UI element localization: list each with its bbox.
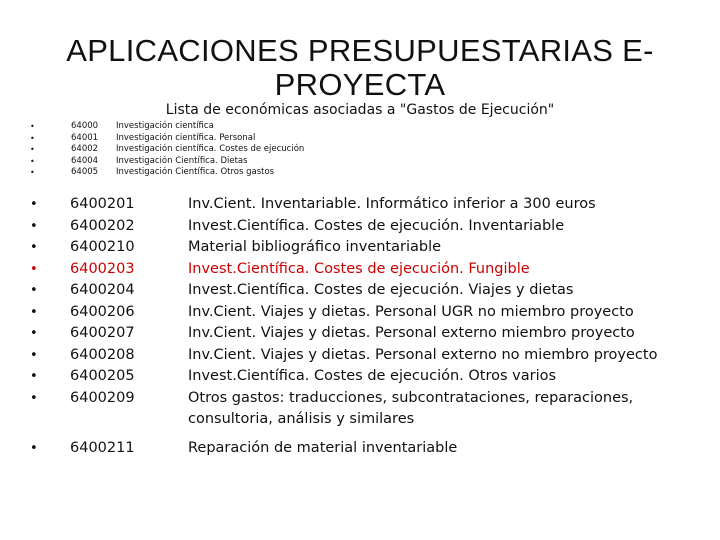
- code: 6400202: [70, 217, 135, 234]
- bullet: •: [30, 122, 35, 131]
- list-item: [30, 167, 630, 179]
- code: 6400208: [70, 346, 135, 363]
- description: Reparación de material inventariable: [188, 439, 458, 456]
- description: Investigación científica. Personal: [116, 132, 256, 143]
- expense-code-list: [30, 194, 710, 459]
- code: 6400205: [70, 368, 135, 384]
- code: 64005: [71, 167, 99, 178]
- description: Inv.Cient. Viajes y dietas. Personal UGR no miembro proyecto: [188, 303, 634, 320]
- description: Investigación Científica. Dietas: [116, 155, 248, 166]
- bullet: •: [30, 261, 38, 277]
- description: Otros gastos: traducciones, subcontrataciones, reparaciones, consultoria, análisis y similares: [188, 389, 634, 427]
- code: 6400203: [70, 260, 135, 277]
- bullet: •: [30, 326, 38, 341]
- bullet: •: [30, 369, 38, 384]
- code: 6400201: [70, 196, 135, 212]
- summary-code-list: [30, 121, 630, 179]
- list-item: [30, 345, 710, 367]
- description: Invest.Científica. Costes de ejecución. Viajes y dietas: [188, 282, 574, 298]
- bullet: •: [30, 145, 35, 155]
- description: Invest.Científica. Costes de ejecución. Fungible: [188, 260, 530, 277]
- description: Investigación científica. Costes de ejecución: [116, 144, 305, 155]
- bullet: •: [30, 156, 35, 166]
- code: 64001: [71, 132, 99, 143]
- code: 6400204: [70, 282, 135, 298]
- description: Invest.Científica. Costes de ejecución. Otros varios: [188, 368, 557, 384]
- bullet: •: [30, 304, 38, 320]
- description: Inv.Cient. Viajes y dietas. Personal externo miembro proyecto: [188, 325, 635, 341]
- description: Investigación científica: [116, 121, 214, 131]
- list-item: [30, 388, 710, 431]
- list-item: [30, 144, 630, 156]
- description: Inv.Cient. Inventariable. Informático inferior a 300 euros: [188, 196, 596, 212]
- bullet: •: [30, 440, 38, 456]
- list-item: [30, 323, 710, 345]
- list-item: [30, 366, 710, 388]
- page-title: APLICACIONES PRESUPUESTARIAS E-PROYECTA: [66, 33, 654, 102]
- list-item: [30, 302, 710, 324]
- code: 6400209: [70, 389, 135, 406]
- description: Invest.Científica. Costes de ejecución. Inventariable: [188, 217, 565, 234]
- list-item: [30, 216, 710, 238]
- description: Investigación Científica. Otros gastos: [116, 167, 275, 178]
- list-item: [30, 280, 710, 302]
- list-item: [30, 121, 630, 133]
- code: 64002: [71, 144, 99, 155]
- code: 6400211: [70, 439, 135, 456]
- code: 6400210: [70, 239, 135, 255]
- bullet: •: [30, 218, 38, 234]
- list-item: [30, 133, 630, 145]
- list-item: [30, 194, 710, 216]
- bullet: •: [30, 197, 38, 212]
- bullet: •: [30, 133, 35, 143]
- code: 64000: [71, 121, 99, 131]
- description: Inv.Cient. Viajes y dietas. Personal externo no miembro proyecto: [188, 346, 658, 363]
- bullet: •: [30, 347, 38, 363]
- bullet: •: [30, 240, 38, 255]
- spacer: [30, 431, 710, 438]
- bullet: •: [30, 283, 38, 298]
- bullet: •: [30, 390, 38, 406]
- code: 6400206: [70, 303, 135, 320]
- subtitle: Lista de económicas asociadas a "Gastos de Ejecución": [165, 102, 555, 118]
- code: 6400207: [70, 325, 135, 341]
- list-item: [30, 237, 710, 259]
- description: Material bibliográfico inventariable: [188, 239, 442, 255]
- code: 64004: [71, 155, 99, 166]
- list-item: [30, 438, 710, 460]
- list-item-highlighted: [30, 259, 710, 281]
- list-item: [30, 156, 630, 168]
- bullet: •: [30, 168, 35, 178]
